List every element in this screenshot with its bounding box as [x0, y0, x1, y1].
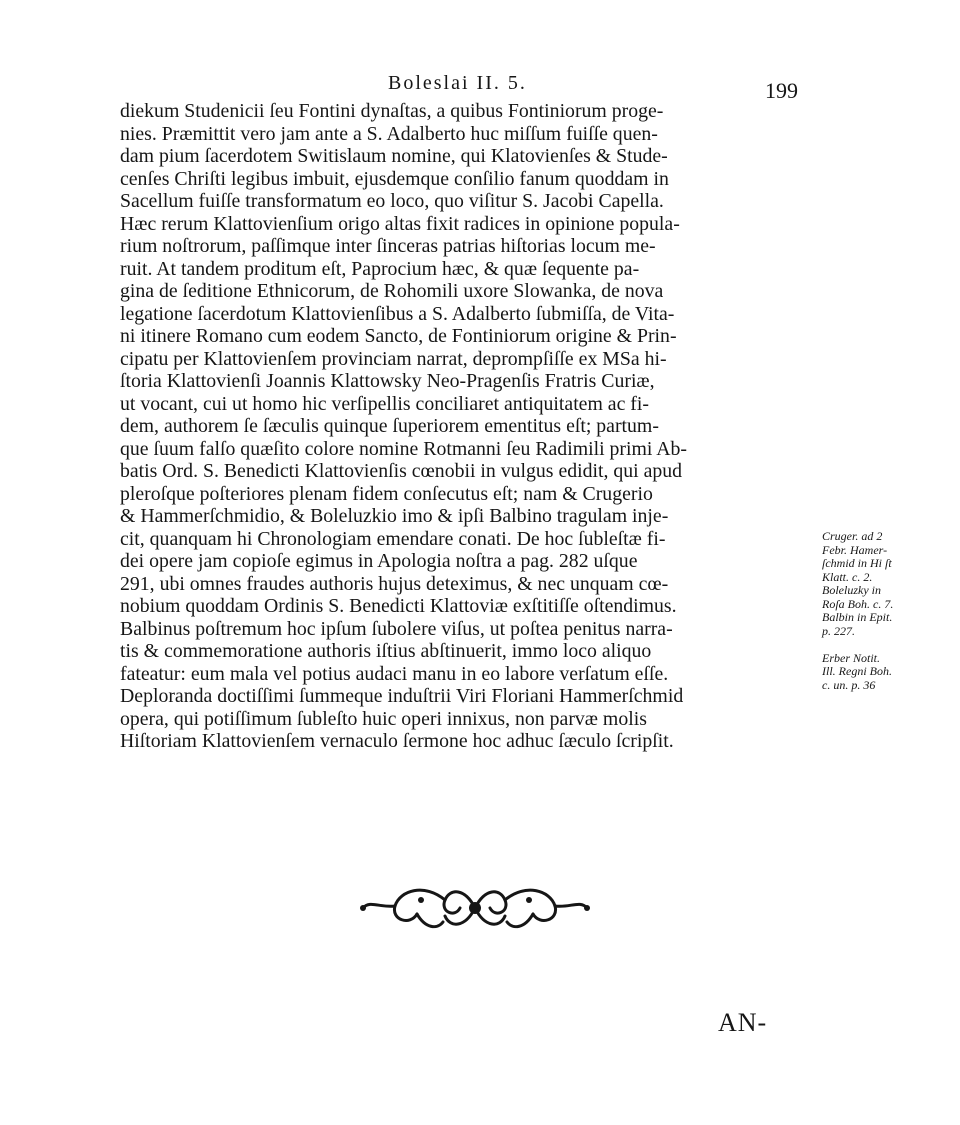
text-line: legatione ſacerdotum Klattovienſibus a S. Adalberto ſubmiſſa, de Vita-: [120, 302, 675, 325]
page-number: 199: [765, 78, 798, 103]
margin-notes: [822, 530, 942, 692]
text-line: cipatu per Klattovienſem provinciam narrat, deprompſiſſe ex MSa hi-: [120, 347, 667, 370]
text-line: Balbinus poſtremum hoc ipſum ſubolere viſus, ut poſtea penitus narra-: [120, 617, 673, 640]
text-line: pleroſque poſteriores plenam fidem conſecutus eſt; nam & Crugerio: [120, 482, 653, 505]
text-line: opera, qui potiſſimum ſubleſto huic operi innixus, non parvæ molis: [120, 707, 647, 730]
fleuron-ornament: [355, 878, 595, 938]
margin-note: Klatt. c. 2.: [822, 569, 873, 584]
text-line: ruit. At tandem proditum eſt, Paprocium hæc, & quæ ſequente pa-: [120, 257, 640, 280]
text-line: nies. Præmittit vero jam ante a S. Adalberto huc miſſum fuiſſe quen-: [120, 122, 658, 145]
margin-note: Ill. Regni Boh.: [822, 664, 892, 678]
text-line: tis & commemoratione authoris iſtius abſtinuerit, immo loco aliquo: [120, 640, 652, 662]
text-line: diekum Studenicii ſeu Fontini dynaſtas, a quibus Fontiniorum proge-: [120, 100, 664, 122]
margin-note: Cruger. ad 2: [822, 529, 883, 543]
margin-note: c. un. p. 36: [822, 677, 876, 692]
margin-note: p. 227.: [822, 623, 855, 638]
margin-note: Roſa Boh. c. 7.: [822, 596, 894, 611]
text-line: dei opere jam copioſe egimus in Apologia noſtra a pag. 282 uſque: [120, 550, 638, 572]
text-line: 291, ubi omnes fraudes authoris hujus deteximus, & nec unquam cœ-: [120, 572, 669, 595]
text-line: rium noſtrorum, paſſimque inter ſinceras patrias hiſtorias locum me-: [120, 235, 656, 257]
text-line: nobium quoddam Ordinis S. Benedicti Klattoviæ exſtitiſſe oſtendimus.: [120, 595, 677, 617]
running-head: Boleslai II. 5.: [388, 72, 527, 94]
text-line: fateatur: eum mala vel potius audaci manu in eo labore verſatum eſſe.: [120, 662, 669, 685]
catchword: AN-: [718, 1008, 768, 1037]
text-line: ni itinere Romano cum eodem Sancto, de Fontiniorum origine & Prin-: [120, 325, 677, 347]
text-line: gina de ſeditione Ethnicorum, de Rohomili uxore Slowanka, de nova: [120, 280, 664, 302]
margin-note: Erber Notit.: [822, 650, 881, 665]
text-line: Deploranda doctiſſimi ſummeque induſtrii Viri Floriani Hammerſchmid: [120, 685, 684, 707]
text-line: batis Ord. S. Benedicti Klattovienſis cœnobii in vulgus edidit, qui apud: [120, 460, 683, 482]
margin-note: [822, 638, 942, 652]
text-line: cenſes Chriſti legibus imbuit, ejusdemque conſilio fanum quoddam in: [120, 167, 669, 190]
margin-note: Boleluzky in: [822, 583, 881, 597]
text-line: dam pium ſacerdotem Switislaum nomine, qui Klatovienſes & Stude-: [120, 145, 668, 167]
text-line: ut vocant, cui ut homo hic verſipellis conciliaret antiquitatem ac fi-: [120, 392, 649, 415]
text-line: ſtoria Klattovienſi Joannis Klattowsky Neo-Pragenſis Fratris Curiæ,: [120, 370, 655, 392]
text-line: dem, authorem ſe ſæculis quinque ſuperiorem ementitus eſt; partum-: [120, 415, 659, 437]
margin-note: ſchmid in Hi ſt: [822, 556, 892, 570]
body-text: [120, 100, 820, 753]
text-line: Hiſtoriam Klattovienſem vernaculo ſermone hoc adhuc ſæculo ſcripſit.: [120, 730, 674, 752]
text-line: & Hammerſchmidio, & Boleluzkio imo & ipſi Balbino tragulam inje-: [120, 505, 669, 527]
margin-note: Balbin in Epit.: [822, 610, 893, 624]
text-line: Sacellum fuiſſe transformatum eo loco, quo viſitur S. Jacobi Capella.: [120, 190, 664, 212]
margin-note: Febr. Hamer-: [822, 542, 888, 557]
text-line: cit, quanquam hi Chronologiam emendare conati. De hoc ſubleſtæ fi-: [120, 527, 666, 550]
text-line: que ſuum falſo quæſito colore nomine Rotmanni ſeu Radimili primi Ab-: [120, 437, 687, 460]
text-line: Hæc rerum Klattovienſium origo altas fixit radices in opinione popula-: [120, 212, 680, 235]
